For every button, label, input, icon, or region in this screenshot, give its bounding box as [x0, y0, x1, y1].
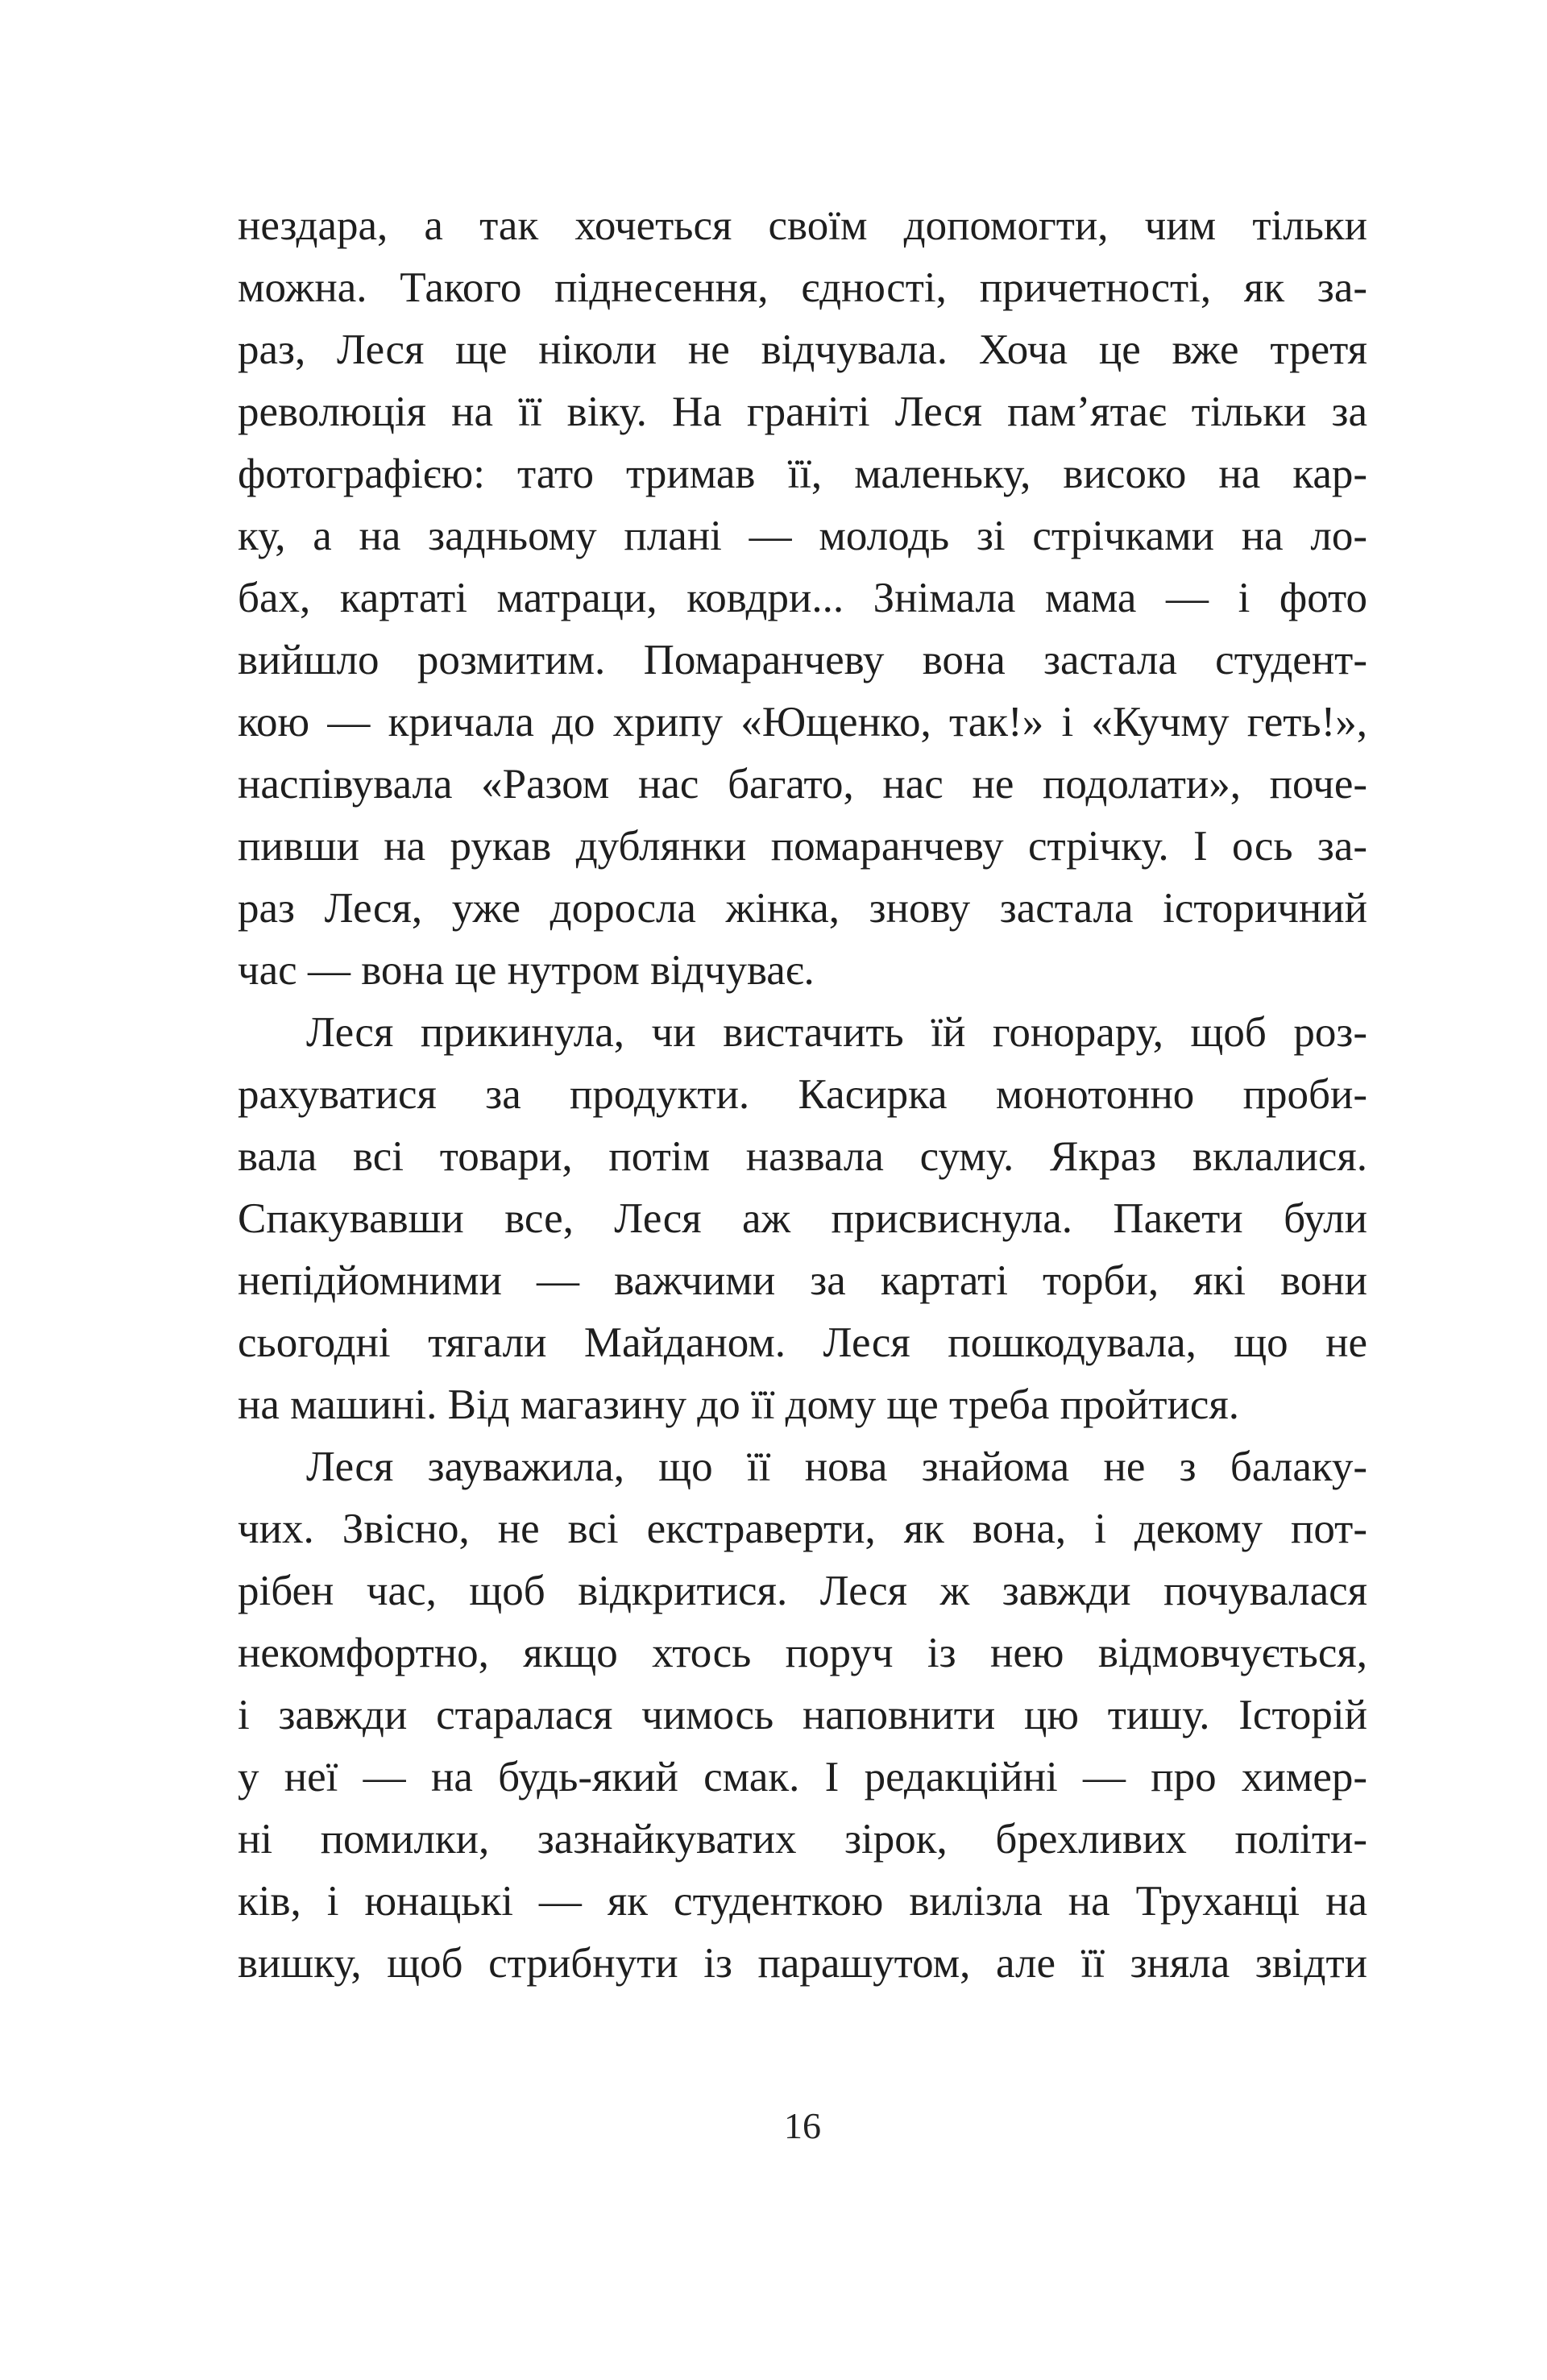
page-number: 16 — [784, 2105, 821, 2146]
text-line: у неї — на будь-який смак. І редакційні — про химер- — [238, 1754, 1367, 1801]
text-block — [238, 195, 1367, 1995]
text-line: пивши на рукав дублянки помаранчеву стрічку. І ось за- — [238, 823, 1367, 870]
text-line: ку, а на задньому плані — молодь зі стрічками на ло- — [238, 513, 1367, 559]
text-line: фотографією: тато тримав її, маленьку, високо на кар- — [238, 451, 1367, 497]
text-line: вала всі товари, потім назвала суму. Якраз вклалися. — [238, 1133, 1367, 1180]
text-line: Леся прикинула, чи вистачить їй гонорару, щоб роз- — [306, 1009, 1367, 1056]
text-line: раз Леся, уже доросла жінка, знову застала історичний — [238, 885, 1367, 932]
text-line: ків, і юнацькі — як студенткою вилізла на Труханці на — [238, 1878, 1367, 1925]
text-line: чих. Звісно, не всі екстраверти, як вона, і декому пот- — [238, 1506, 1367, 1552]
text-line: Спакувавши все, Леся аж присвиснула. Пакети були — [238, 1195, 1367, 1242]
text-line: революція на її віку. На граніті Леся пам’ятає тільки за — [238, 388, 1367, 435]
text-line: вийшло розмитим. Помаранчеву вона застала студент- — [238, 637, 1367, 683]
text-line: сьогодні тягали Майданом. Леся пошкодувала, що не — [238, 1319, 1367, 1366]
text-line: на машині. Від магазину до її дому ще треба пройтися. — [238, 1381, 1239, 1428]
text-line: наспівувала «Разом нас багато, нас не подолати», поче- — [238, 761, 1367, 808]
text-line: час — вона це нутром відчуває. — [238, 947, 815, 994]
paragraph — [238, 1436, 1367, 1995]
text-line: непідйомними — важчими за картаті торби, які вони — [238, 1257, 1367, 1304]
text-line: вишку, щоб стрибнути із парашутом, але її зняла звідти — [238, 1940, 1367, 1987]
text-line: ні помилки, зазнайкуватих зірок, брехливих політи- — [238, 1816, 1367, 1863]
text-line: можна. Такого піднесення, єдності, причетності, як за- — [238, 264, 1367, 311]
text-line: кою — кричала до хрипу «Ющенко, так!» і «Кучму геть!», — [238, 699, 1367, 746]
paragraph — [238, 195, 1367, 1002]
paragraph — [238, 1002, 1367, 1436]
text-line: рахуватися за продукти. Касирка монотонно проби- — [238, 1071, 1367, 1118]
text-line: некомфортно, якщо хтось поруч із нею відмовчується, — [238, 1630, 1367, 1676]
text-line: нездара, а так хочеться своїм допомогти, чим тільки — [238, 202, 1367, 249]
text-line: Леся зауважила, що її нова знайома не з балаку- — [306, 1443, 1367, 1490]
text-line: раз, Леся ще ніколи не відчувала. Хоча це вже третя — [238, 326, 1367, 373]
text-line: бах, картаті матраци, ковдри... Знімала мама — і фото — [238, 575, 1367, 621]
text-line: і завжди старалася чимось наповнити цю тишу. Історій — [238, 1692, 1367, 1738]
text-line: рібен час, щоб відкритися. Леся ж завжди почувалася — [238, 1568, 1367, 1614]
